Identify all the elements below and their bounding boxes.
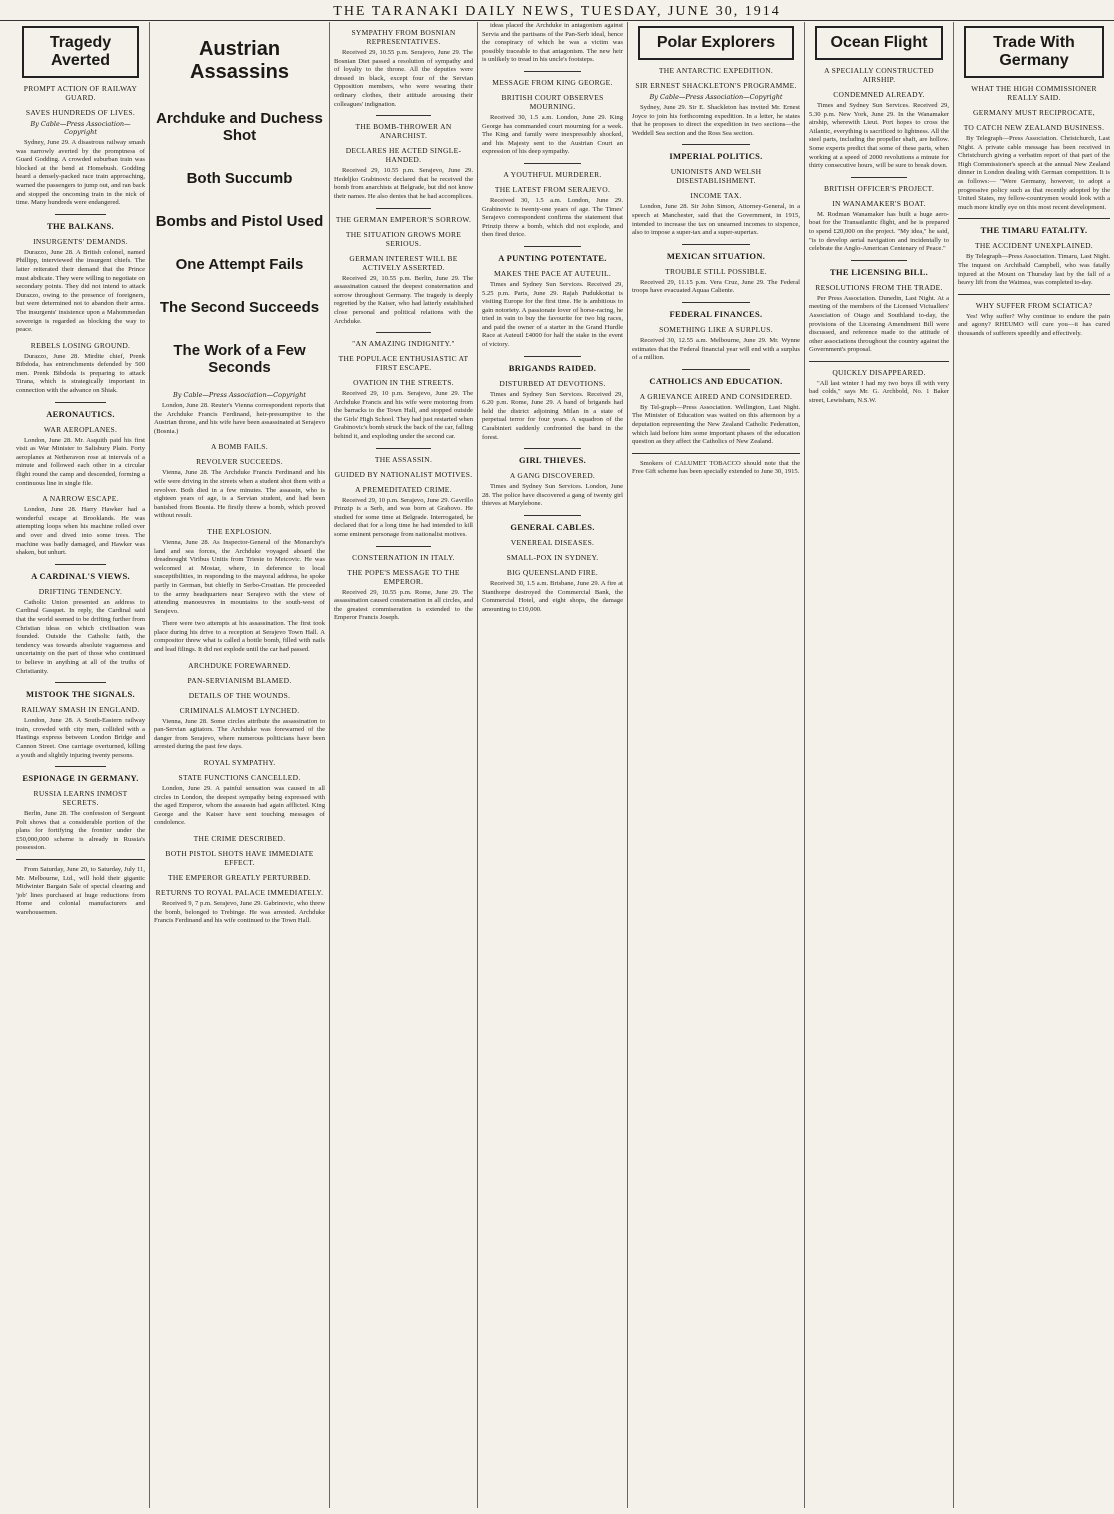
article-text: Received 29, 10.55 p.m. Berlin, June 29. The assassination caused the deepest consternation and sorrow throughout Germany. The tragedy is deeply regretted by the Kaiser, who had latterly established close personal and political relations with the Archduke.: [334, 274, 473, 325]
article-text: Vienna, June 28. The Archduke Francis Ferdinand and his wife were driving in the streets when a student shot them with a revolver. Both died in a few minutes. The assassin, who is eighteen years of age, is a Servian student, and had been banished from Bosnia. He firstly threw a bomb, which proved without result.: [154, 469, 325, 520]
subhead: A YOUTHFUL MURDERER.: [503, 169, 602, 179]
subhead: THE EXPLOSION.: [207, 526, 272, 536]
article-text: By Telegraph—Press Association. Timaru, Last Night. The inquest on Archibald Campbell, who was fatally injured at the Mount on Thursday last by the fall of a heavy lift from the Waimea, was completed to-day.: [958, 253, 1110, 287]
divider: [958, 218, 1110, 219]
subhead: MAKES THE PACE AT AUTEUIL.: [493, 268, 612, 278]
subhead: WAR AEROPLANES.: [43, 424, 118, 434]
article-text: Durazzo, June 28. A British colonel, named Phillipp, interviewed the insurgent chiefs. The latter reiterated their demand that the Prince must abdicate. They were willing to negotiate on secondary points. They did not intend to attack Durazzo, owing to the presence of foreigners, but were determined not to abandon their arms. The insurgents' insistence upon a Mahommedan sovereign is regarded as blocking the way to peace.: [16, 248, 145, 334]
subhead: OVATION IN THE STREETS.: [353, 378, 454, 388]
section-heading: THE LICENSING BILL.: [829, 266, 929, 277]
article-text: Received 29, 10.55 p.m. Serajevo, June 29. Hedeljko Grabinovic declared that he received the bomb from anarchists at Belgrade, but did not know their names. He also denies that he had accomplices.: [334, 167, 473, 200]
article-text: Sydney, June 29. Sir E. Shackleton has invited Mr. Ernest Joyce to join his forthcoming expedition. In a letter, he states that he proposes to direct the expedition in two sections—the Weddell Sea section and the Ross Sea section.: [632, 104, 800, 137]
headline-polar-explorers: Polar Explorers: [656, 34, 776, 51]
subhead: RESOLUTIONS FROM THE TRADE.: [815, 282, 943, 292]
subhead: GUIDED BY NATIONALIST MOTIVES.: [334, 469, 473, 479]
credit-line: By Cable—Press Association—Copyright: [172, 391, 307, 399]
subhead: BRITISH OFFICER'S PROJECT.: [823, 183, 935, 193]
subhead: SMALL-POX IN SYDNEY.: [506, 553, 599, 562]
deck-line: Both Succumb: [186, 170, 293, 187]
divider: [851, 260, 907, 261]
divider: [16, 859, 145, 860]
article-text: London, June 28. A South-Eastern railway train, crowded with city men, collided with a Hastings express between London Bridge and Cannon Street. One carriage overturned, killing a youth and slightly injuring twenty persons.: [16, 717, 145, 759]
deck-line: The Second Succeeds: [159, 299, 320, 316]
article-text: Vienna, June 28. Some circles attribute the assassination to pan-Servian agitators. The Archduke was forewarned of the danger from Serajevo, where numerous politicians have been arrested during the past few days.: [154, 717, 325, 751]
divider: [682, 144, 749, 145]
subhead: INCOME TAX.: [690, 191, 742, 201]
headline-box: [964, 26, 1104, 78]
subhead: VENEREAL DISEASES.: [510, 538, 595, 547]
credit-line: By Cable—Press Association—Copyright: [30, 120, 131, 136]
advertisement-text: "All last winter I had my two boys ill with very bad colds," says Mr. G. Archbold, No. 1 Baker street, Lewisham, N.S.W.: [809, 379, 949, 405]
deck-line: One Attempt Fails: [175, 256, 304, 273]
column-6: [805, 22, 954, 1508]
subhead: SYMPATHY FROM BOSNIAN REPRESENTATIVES.: [351, 28, 456, 46]
divider: [55, 402, 107, 403]
divider: [55, 214, 107, 215]
section-heading: ESPIONAGE IN GERMANY.: [22, 773, 139, 784]
section-heading: A PUNTING POTENTATE.: [498, 252, 607, 263]
divider: [524, 71, 580, 72]
article-text: Berlin, June 28. The confession of Sergeant Polt shows that a considerable portion of the plans for fortifying the frontier under the £50,000,000 scheme is already in Russia's possession.: [16, 810, 145, 852]
article-text: Received 29, 10 p.m. Serajevo, June 29. Gavrillo Prinzip is a Serb, and was born at Grahovo. He studied for some time at Belgrade. Interrogated, he declared that for a long time he had intended to kill some eminent personage from nationalist motives.: [334, 496, 473, 539]
subhead: THE CRIME DESCRIBED.: [193, 834, 286, 843]
subhead: A SPECIALLY CONSTRUCTED AIRSHIP.: [824, 66, 934, 84]
subhead: INSURGENTS' DEMANDS.: [33, 236, 128, 246]
deck-line: Archduke and Duchess Shot: [156, 110, 323, 144]
advertisement-text: Yes! Why suffer? Why continue to endure the pain and agony? RHEUMO will cure you—it has cured thousands of sufferers speedily and effectively.: [958, 312, 1110, 337]
headline-box: [22, 26, 139, 78]
subhead: REBELS LOSING GROUND.: [30, 340, 131, 350]
article-text: Received 9, 7 p.m. Serajevo, June 29. Gabrinovic, who threw the bomb, belonged to Trebinge. He was arrested. Archduke Francis Ferdinand and his wife continued to the Town Hall.: [154, 900, 325, 925]
section-heading: THE TIMARU FATALITY.: [980, 225, 1088, 236]
article-text: By Tel-graph—Press Association. Wellington, Last Night. The Minister of Education was waited on this afternoon by a deputation representing the New Zealand Catholic Federation, which laid before him some important phases of the education question as they affect the Catholics of New Zealand.: [632, 403, 800, 446]
subhead: ROYAL SYMPATHY.: [203, 758, 276, 768]
article-text: Received 29, 10.55 p.m. Serajevo, June 29. The Bosnian Diet passed a resolution of sympathy and of loyalty to the throne. All the deputies were dressed in black, except four of the Servian Opposition members, who were wearing their ordinary clothes, their attitude arousing their colleagues' indignation.: [334, 49, 473, 108]
subhead: THE POPE'S MESSAGE TO THE EMPEROR.: [347, 567, 460, 586]
subhead: ARCHDUKE FOREWARNED.: [188, 660, 291, 670]
divider: [55, 682, 107, 683]
divider: [55, 564, 107, 565]
subhead: A PREMEDITATED CRIME.: [355, 484, 452, 494]
article-text: Received 30, 1.5 a.m. London, June 29. Grabinovic is twenty-one years of age. The Times' Serajevo correspondent confirms the statement that Prinzip threw a bomb, which did not explode, and then fired thrice.: [482, 196, 623, 239]
column-4: [478, 22, 628, 1508]
subhead: THE BOMB-THROWER AN ANARCHIST.: [355, 122, 452, 141]
section-heading: CATHOLICS AND EDUCATION.: [649, 375, 783, 386]
subhead: THE EMPEROR GREATLY PERTURBED.: [168, 873, 311, 882]
subhead: THE GERMAN EMPEROR'S SORROW.: [335, 214, 472, 224]
subhead: DRIFTING TENDENCY.: [38, 586, 123, 596]
subhead: SIR ERNEST SHACKLETON'S PROGRAMME.: [635, 81, 797, 90]
section-heading: MISTOOK THE SIGNALS.: [26, 689, 135, 700]
advertisement-text: From Saturday, June 20, to Saturday, July 11, Mr. Melbourne, Ltd., will hold their gigantic Midwinter Bargain Sale of special clearing and 'job' lines purchased at huge reductions from Home and colonial manufacturers and warehousemen.: [16, 866, 145, 917]
subhead: MESSAGE FROM KING GEORGE.: [492, 77, 613, 87]
divider: [376, 546, 432, 547]
subhead: RUSSIA LEARNS INMOST SECRETS.: [33, 789, 128, 808]
article-text: Received 29, 11.15 p.m. Vera Cruz, June 29. The Federal troops have evacuated Aquaa Caliente.: [632, 278, 800, 295]
headline-stack: [154, 22, 325, 388]
article-text: London, June 28. Sir John Simon, Attorney-General, in a speech at Manchester, said that the Government, in 1915, intended to increase the tax on unearned incomes to sixpence, also to impose a super-tax and a super-supertax.: [632, 203, 800, 237]
article-text: Times and Sydney Sun Services. Received 29, 5.25 p.m. Paris, June 29. Rajah Pudukkottai is visiting Europe for the first time. He is ambitious to gain notoriety. A passionate lover of horse-racing, he tried in vain to buy the favourite for two big races, and paid the owner of a starter in the Grand Hurdle Race at Auteuil £4000 for half the stake in the event of victory.: [482, 280, 623, 349]
subhead: QUICKLY DISAPPEARED.: [832, 367, 926, 377]
section-heading: THE BALKANS.: [47, 220, 114, 231]
article-text: Times and Sydney Sun Services. Received 29, 6.20 p.m. Rome, June 29. A band of brigands had held the district adjoining Milan in a state of perpetual terror for four years. A squadron of the Carabinieri suddenly confronted the band in the forest.: [482, 390, 623, 441]
subhead: TO CATCH NEW ZEALAND BUSINESS.: [963, 123, 1105, 132]
masthead-title: THE TARANAKI DAILY NEWS, TUESDAY, JUNE 30, 1914: [333, 4, 781, 19]
divider: [376, 448, 432, 449]
divider: [55, 766, 107, 767]
divider: [809, 361, 949, 362]
headline-austrian-assassins: Austrian Assassins: [190, 38, 289, 83]
subhead: CONSTERNATION IN ITALY.: [352, 552, 455, 562]
subhead: SOMETHING LIKE A SURPLUS.: [659, 324, 773, 334]
subhead: THE ANTARCTIC EXPEDITION.: [658, 66, 774, 75]
article-text: Received 29, 10 p.m. Serajevo, June 29. The Archduke Francis and his wife were motoring from the barracks to the Town Hall, and stopped outside the Girls' High School. They had just restarted when Grabinovic's bomb struck the back of the car, falling behind it, and exploding under the second car.: [334, 390, 473, 441]
article-text: London, June 29. A painful sensation was caused in all circles in London, the deepest sympathy being expressed with the aged Emperor, whom the assassin had again afflicted. King George and the Kaiser have sent touching messages of condolence.: [154, 785, 325, 827]
article-text: London, June 28. Harry Hawker had a wonderful escape at Brooklands. He was attempting loops when his machine rolled over and over and dived into some trees. The machine was badly damaged, and Hawker was shaken, but unhurt.: [16, 506, 145, 557]
article-text: Per Press Association. Dunedin, Last Night. At a meeting of the members of the Licensed Victuallers' Association of Otago and Southland to-day, the provisions of the Licensing Amendment Bill were discussed, and reference made to the attitude of other associations throughout the country against the Government's proposal.: [809, 294, 949, 354]
section-heading: GENERAL CABLES.: [510, 522, 595, 532]
subhead: RAILWAY SMASH IN ENGLAND.: [21, 705, 140, 715]
subhead: BOTH PISTOL SHOTS HAVE IMMEDIATE EFFECT.: [165, 849, 314, 867]
subhead: TROUBLE STILL POSSIBLE.: [665, 266, 767, 276]
divider: [524, 246, 580, 247]
subhead: DETAILS OF THE WOUNDS.: [188, 690, 291, 700]
section-heading: GIRL THIEVES.: [518, 455, 587, 466]
article-text: London, June 28. Mr. Asquith paid his first visit as War Minister to Salisbury Plain. Forty aeroplanes at Netheravon rose at intervals of a minute and followed each other in a circular flight round the camp and descended, forming a continuous line in single file.: [16, 436, 145, 487]
article-text: Times and Sydney Sun Services. London, June 28. The police have discovered a gang of twenty girl thieves at Marylebone.: [482, 483, 623, 508]
column-5: [628, 22, 805, 1508]
subhead: BRITISH COURT OBSERVES MOURNING.: [501, 92, 604, 111]
divider: [524, 448, 580, 449]
subhead: DECLARES HE ACTED SINGLE-HANDED.: [345, 146, 462, 165]
divider: [524, 515, 580, 516]
article-text: By Telegraph—Press Association. Christchurch, Last Night. A private cable message has been received in Christchurch giving a verbatim report of that part of the High Commissioner's speech at the annual New Zealand dinner in London dealing with German competition. It is as follows:— "Were Germany, however, to adopt a progressive policy such as that recently adopted by the United States, my fellow-countrymen would look with a much more kindly eye on this most recent development.: [958, 135, 1110, 211]
article-text: There were two attempts at his assassination. The first took place during his drive to a reception at Serajevo Town Hall. A compositor threw what is called a bottle bomb, filled with nails and lead filings. It did not explode until the car had passed.: [154, 620, 325, 654]
headline-trade-with-germany: Trade With Germany: [993, 34, 1075, 69]
headline-box: [815, 26, 943, 60]
section-heading: BRIGANDS RAIDED.: [508, 362, 597, 373]
subhead: WHY SUFFER FROM SCIATICA?: [975, 300, 1093, 310]
subhead: RETURNS TO ROYAL PALACE IMMEDIATELY.: [155, 888, 324, 897]
divider: [524, 163, 580, 164]
headline-tragedy-averted: Tragedy Averted: [49, 34, 112, 69]
subhead: GERMAN INTEREST WILL BE ACTIVELY ASSERTED.: [349, 253, 458, 272]
subhead: CRIMINALS ALMOST LYNCHED.: [179, 705, 300, 715]
headline-box: [638, 26, 794, 60]
subhead: DISTURBED AT DEVOTIONS.: [499, 378, 606, 388]
subhead: A GRIEVANCE AIRED AND CONSIDERED.: [639, 391, 793, 401]
subhead: PROMPT ACTION OF RAILWAY GUARD.: [23, 84, 138, 102]
headline-ocean-flight: Ocean Flight: [830, 34, 928, 51]
credit-line: By Cable—Press Association—Copyright: [649, 93, 783, 101]
column-1: [12, 22, 150, 1508]
article-text: M. Rodman Wanamaker has built a huge aero-boat for the Transatlantic flight, and he is prepared to spend £20,000 on the project. "My idea," he said, "is to develop aerial navigation and incidentally to celebrate the Anglo-American Centenary of Peace.": [809, 210, 949, 253]
subhead: A GANG DISCOVERED.: [509, 471, 596, 481]
deck-line: Bombs and Pistol Used: [155, 213, 324, 230]
article-text: Durazzo, June 28. Mirdite chief, Prenk Bibdoda, has entrenchments defended by 500 men. Prenk Bibdoda is preparing to attack Tirana, which is strategically important in connection with the advance on Shiak.: [16, 352, 145, 395]
subhead: A NARROW ESCAPE.: [42, 494, 119, 504]
divider: [682, 302, 749, 303]
article-text: Received 29, 10.55 p.m. Rome, June 29. The assassination caused consternation in all circles, and the greatest commiseration is extended to the Emperor Francis Joseph.: [334, 588, 473, 622]
deck-line: The Work of a Few Seconds: [173, 342, 306, 376]
divider: [376, 115, 432, 116]
subhead: WHAT THE HIGH COMMISSIONER REALLY SAID.: [971, 84, 1097, 102]
column-2: [150, 22, 330, 1508]
column-3: [330, 22, 478, 1508]
section-heading: AERONAUTICS.: [46, 408, 115, 419]
section-heading: IMPERIAL POLITICS.: [669, 151, 763, 162]
advertisement-text: Smokers of CALUMET TOBACCO should note that the Free Gift scheme has been specially extended to June 30, 1915.: [632, 459, 800, 476]
article-text: Times and Sydney Sun Services. Received 29, 5.30 p.m. New York, June 29. In the Wanamaker airship, wherewith Lieut. Port hopes to cross the Atlantic, everything is sacrificed to lightness. All the steel parts, including the propeller shaft, are hollow. Some experts predict that some of these parts, when working at a speed of 2000 revolutions a minute for thirty consecutive hours, will be sure to break down.: [809, 102, 949, 170]
subhead: IN WANAMAKER'S BOAT.: [832, 198, 926, 208]
section-heading: MEXICAN SITUATION.: [666, 250, 766, 261]
subhead: SAVES HUNDREDS OF LIVES.: [25, 108, 136, 117]
subhead: REVOLVER SUCCEEDS.: [196, 457, 283, 467]
subhead: A BOMB FAILS.: [211, 442, 268, 452]
divider: [851, 177, 907, 178]
divider: [958, 294, 1110, 295]
subhead: "AN AMAZING INDIGNITY.": [352, 339, 455, 349]
column-7: [954, 22, 1114, 1508]
subhead: UNIONISTS AND WELSH DISESTABLISHMENT.: [670, 167, 762, 186]
article-text: Received 30, 1.5 a.m. Brisbane, June 29. A fire at Stanthorpe destroyed the Commercial Bank, the Commercial Hotel, and eight shops, the damage amounting to £10,000.: [482, 580, 623, 613]
section-heading: FEDERAL FINANCES.: [669, 308, 763, 319]
article-text: Received 30, 1.5 a.m. London, June 29. King George has commanded court mourning for a week. The King and family were inexpressibly shocked, and his Majesty sent to the Austrian Court an expression of his deep sympathy.: [482, 113, 623, 156]
subhead: STATE FUNCTIONS CANCELLED.: [178, 773, 301, 783]
subhead: GERMANY MUST RECIPROCATE,: [973, 108, 1095, 117]
article-text: Catholic Union presented an address to Cardinal Gasquet. In reply, the Cardinal said that the world seemed to be drifting further from Christian ideas on which civilisation was founded. Outside the Catholic faith, the tendency was towards absolute vagueness and uncertainty on the part of those who continued to believe in anything at all of the truths of Christianity.: [16, 598, 145, 675]
subhead: THE SITUATION GROWS MORE SERIOUS.: [345, 229, 462, 248]
section-heading: A CARDINAL'S VIEWS.: [31, 570, 130, 581]
subhead: THE ASSASSIN.: [374, 454, 433, 464]
divider: [376, 208, 432, 209]
subhead: BIG QUEENSLAND FIRE.: [506, 568, 599, 577]
subhead: THE LATEST FROM SERAJEVO.: [494, 184, 611, 194]
article-text: Vienna, June 28. As Inspector-General of the Monarchy's land and sea forces, the Archduke voyaged aboard the dreadnought Viribus Unitis from Trieste to Metcovic. He was welcomed at Mostar, where, in deference to local susceptibilities, in responding to the mayoral address, he spoke partly in German, but chiefly in Serbo-Croatian. He proceeded to the army headquarters near Serajevo with the view of attending manoeuvres in mountains to the south-west of Serajevo.: [154, 538, 325, 615]
subhead: CONDEMNED ALREADY.: [833, 90, 925, 99]
divider: [632, 453, 800, 454]
divider: [524, 356, 580, 357]
divider: [376, 332, 432, 333]
masthead: [0, 0, 1114, 21]
article-text: London, June 28. Reuter's Vienna correspondent reports that the Archduke Francis Ferdinand, heir-presumptive to the Austrian throne, and his wife have been assassinated at Serajevo (Bosnia.): [154, 402, 325, 435]
divider: [682, 244, 749, 245]
article-text: Sydney, June 29. A disastrous railway smash was narrowly averted by the promptness of Guard Godding. A crowded suburban train was blocked at the bend at Homebush. Godding heard a densely-packed race train approaching, warned the passengers to jump out, and ran back and stopped the oncoming train in the nick of time. Many hundreds were endangered.: [16, 139, 145, 207]
article-text: ideas placed the Archduke in antagonism against Servia and the partisans of the Pan-Serb ideal, hence the conspiracy of which he was a victim was possibly traceable to that antagonism. The new heir is unlikely to tread in his uncle's footsteps.: [482, 22, 623, 64]
subhead: PAN-SERVIANISM BLAMED.: [187, 675, 292, 685]
article-text: Received 30, 12.55 a.m. Melbourne, June 29. Mr. Wynne estimates that the Federal financial year will end with a surplus of a million.: [632, 336, 800, 362]
divider: [682, 369, 749, 370]
subhead: THE POPULACE ENTHUSIASTIC AT FIRST ESCAPE.: [338, 354, 469, 373]
subhead: THE ACCIDENT UNEXPLAINED.: [975, 241, 1093, 251]
